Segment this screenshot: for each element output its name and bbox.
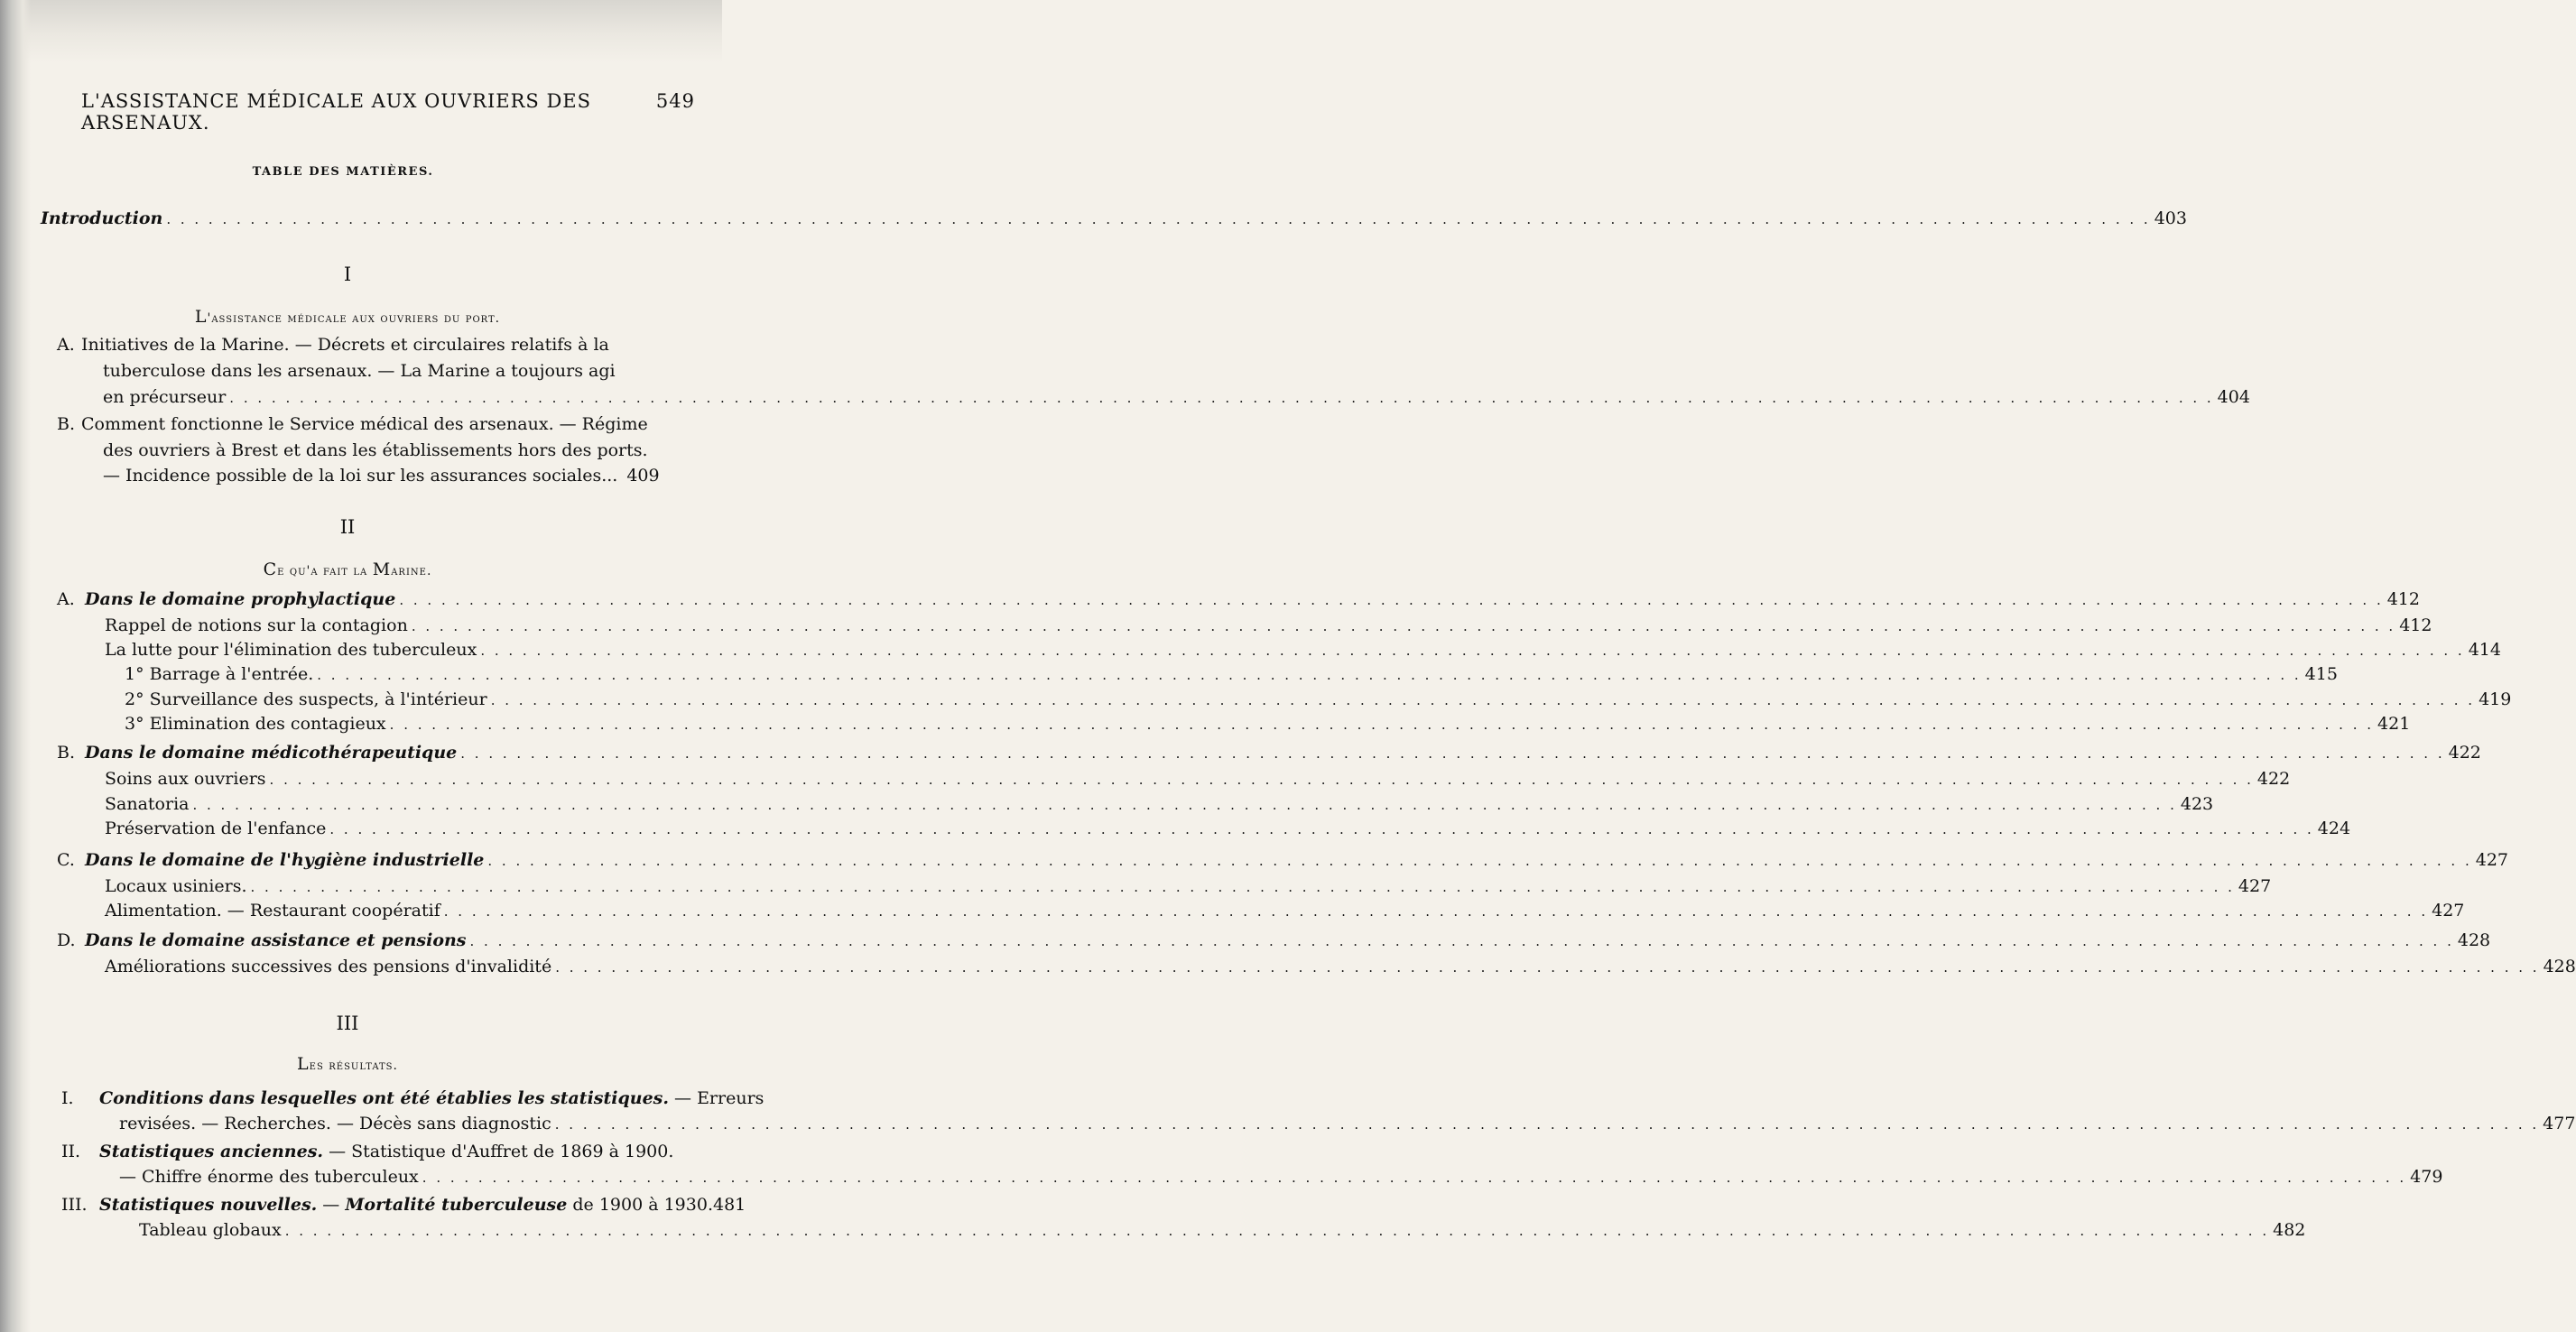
section-text-line	[99, 1194, 713, 1216]
toc-title: TABLE DES MATIÈRES.	[252, 165, 434, 179]
dot-leader	[491, 689, 2475, 711]
section-letter: III.	[61, 1195, 88, 1215]
toc-entry	[99, 1194, 746, 1216]
running-title: L'ASSISTANCE MÉDICALE AUX OUVRIERS DES ARSENAUX.	[81, 90, 592, 134]
section-letter: B.	[57, 743, 76, 763]
toc-heading-entry	[85, 849, 2509, 872]
section-letter: II.	[61, 1142, 81, 1161]
toc-entry-page: 422	[2448, 743, 2481, 763]
toc-entry	[105, 768, 2291, 791]
section-text: — Statistique d'Auffret de 1869 à 1900.	[323, 1142, 674, 1161]
toc-entry-page: 403	[2154, 208, 2187, 228]
section-text: —	[317, 1195, 346, 1215]
page-binding-edge	[0, 0, 31, 1332]
toc-entry-label: Rappel de notions sur la contagion	[105, 615, 408, 635]
section-letter: C.	[57, 850, 75, 870]
toc-entry-page: 424	[2317, 819, 2351, 838]
toc-entry	[103, 465, 684, 486]
section-italic-text: Mortalité tuberculeuse	[345, 1195, 568, 1215]
page-number: 549	[655, 90, 695, 112]
toc-entry	[105, 900, 2465, 922]
section-text-line: Initiatives de la Marine. — Décrets et circulaires relatifs à la	[81, 335, 609, 355]
toc-entry-page: 428	[2457, 930, 2491, 950]
part-title-rest: 'assistance médicale aux ouvriers du port.	[207, 311, 501, 326]
dot-leader	[555, 1114, 2539, 1135]
toc-heading-entry	[85, 930, 2491, 952]
dot-leader	[166, 208, 2150, 230]
part-title-initial: L	[297, 1054, 310, 1074]
toc-entry-label: Préservation de l'enfance	[105, 819, 327, 838]
part-title-rest: e qu'a fait la	[277, 564, 373, 578]
toc-entry-page: 404	[2217, 387, 2250, 407]
dot-leader	[555, 957, 2539, 978]
toc-entry	[119, 1113, 2576, 1135]
dot-leader	[470, 930, 2454, 952]
toc-entry-label: Tableau globaux	[139, 1220, 282, 1240]
toc-entry-page: 421	[2377, 714, 2411, 734]
toc-entry-label: — Incidence possible de la loi sur les assurances sociales...	[103, 466, 618, 486]
section-text: de 1900 à 1930.	[567, 1195, 713, 1215]
toc-entry-label: Améliorations successives des pensions d'invalidité	[105, 957, 552, 976]
toc-entry-label: Alimentation. — Restaurant coopératif	[105, 901, 440, 920]
section-italic-text: Statistiques nouvelles.	[99, 1195, 318, 1215]
toc-heading-entry	[85, 588, 2420, 611]
dot-leader	[460, 743, 2444, 764]
part-title-rest: es résultats.	[309, 1059, 398, 1073]
section-text-line: des ouvriers à Brest et dans les établissements hors des ports.	[103, 440, 648, 460]
part-numeral-2: II	[339, 516, 356, 538]
dot-leader	[270, 769, 2254, 791]
toc-entry-label: revisées. — Recherches. — Décès sans diagnostic	[119, 1114, 551, 1133]
part-title-initial: L	[194, 307, 208, 327]
toc-entry-introduction	[41, 208, 2187, 230]
dot-leader	[329, 819, 2313, 840]
part-title-1	[0, 307, 695, 327]
toc-entry	[119, 1166, 2443, 1189]
toc-entry	[125, 713, 2411, 735]
toc-entry-page: 427	[2238, 876, 2272, 896]
toc-entry-page: 412	[2399, 615, 2432, 635]
toc-heading-entry	[85, 742, 2481, 764]
section-letter: I.	[61, 1088, 74, 1108]
part-title-initial: C	[263, 560, 278, 579]
section-letter: A.	[57, 589, 75, 609]
dot-leader	[390, 714, 2374, 735]
toc-entry-label: Introduction	[41, 208, 163, 228]
part-title-2	[0, 560, 695, 579]
part-numeral-3: III	[336, 1013, 359, 1034]
toc-entry-page: 422	[2256, 769, 2291, 789]
toc-heading-label: Dans le domaine médicothérapeutique	[85, 743, 458, 763]
toc-entry-page: 479	[2410, 1167, 2443, 1187]
toc-entry-page: 419	[2479, 689, 2512, 709]
toc-heading-label: Dans le domaine de l'hygiène industrielle	[85, 850, 485, 870]
toc-entry-label: 1° Barrage à l'entrée.	[125, 664, 314, 684]
section-text-line	[99, 1141, 673, 1162]
section-text-line: Comment fonctionne le Service médical des arsenaux. — Régime	[81, 414, 648, 434]
toc-entry	[103, 386, 2250, 409]
running-head	[81, 90, 695, 134]
toc-entry-label: Locaux usiniers.	[105, 876, 247, 896]
dot-leader	[285, 1220, 2269, 1242]
toc-entry-page: 415	[2304, 664, 2338, 684]
toc-entry-label: en précurseur	[103, 387, 227, 407]
toc-entry-page: 481	[712, 1195, 746, 1215]
toc-entry	[105, 793, 2214, 816]
toc-entry-label: 3° Elimination des contagieux	[125, 714, 386, 734]
toc-entry-page: 414	[2468, 640, 2501, 660]
toc-entry	[105, 956, 2576, 978]
toc-entry-page: 482	[2273, 1220, 2306, 1240]
toc-entry	[105, 639, 2501, 661]
section-italic-text: Conditions dans lesquelles ont été établies les statistiques.	[99, 1088, 669, 1108]
section-letter: D.	[57, 930, 76, 950]
toc-entry	[139, 1219, 2306, 1242]
dot-leader	[399, 589, 2383, 611]
dot-leader	[317, 664, 2301, 686]
toc-entry	[125, 689, 2512, 711]
toc-entry	[105, 875, 2272, 898]
dot-leader	[480, 640, 2464, 661]
section-text: — Erreurs	[668, 1088, 764, 1108]
part-title-initial: M	[372, 560, 392, 579]
toc-entry	[105, 818, 2351, 840]
part-title-rest: arine.	[391, 564, 432, 578]
toc-entry-label: — Chiffre énorme des tuberculeux	[119, 1167, 419, 1187]
dot-leader	[192, 794, 2176, 816]
toc-entry-page: 427	[2432, 901, 2465, 920]
toc-heading-label: Dans le domaine prophylactique	[85, 589, 396, 609]
dot-leader	[487, 850, 2471, 872]
dot-leader	[422, 1167, 2406, 1189]
toc-entry-label: Sanatoria	[105, 794, 190, 814]
dot-leader	[229, 387, 2213, 409]
section-italic-text: Statistiques anciennes.	[99, 1142, 324, 1161]
toc-entry-page: 423	[2180, 794, 2214, 814]
toc-entry-page: 427	[2475, 850, 2509, 870]
page-top-shadow	[0, 0, 722, 63]
section-text-line: tuberculose dans les arsenaux. — La Marine a toujours agi	[103, 361, 616, 381]
part-numeral-1: I	[343, 264, 352, 285]
toc-entry-label: 2° Surveillance des suspects, à l'intérieur	[125, 689, 487, 709]
section-letter: A.	[57, 335, 75, 355]
toc-entry-label: La lutte pour l'élimination des tuberculeux	[105, 640, 477, 660]
dot-leader	[444, 901, 2428, 922]
dot-leader	[412, 615, 2395, 637]
section-letter: B.	[57, 414, 76, 434]
toc-entry-page: 409	[626, 466, 660, 486]
section-text-line	[99, 1087, 764, 1109]
toc-entry	[125, 663, 2338, 686]
toc-entry-page: 428	[2543, 957, 2576, 976]
toc-entry-page: 412	[2386, 589, 2420, 609]
toc-entry	[105, 615, 2432, 637]
part-title-3	[0, 1054, 695, 1074]
toc-heading-label: Dans le domaine assistance et pensions	[85, 930, 467, 950]
toc-entry-label: Soins aux ouvriers	[105, 769, 266, 789]
dot-leader	[251, 876, 2235, 898]
toc-entry-page: 477	[2543, 1114, 2576, 1133]
